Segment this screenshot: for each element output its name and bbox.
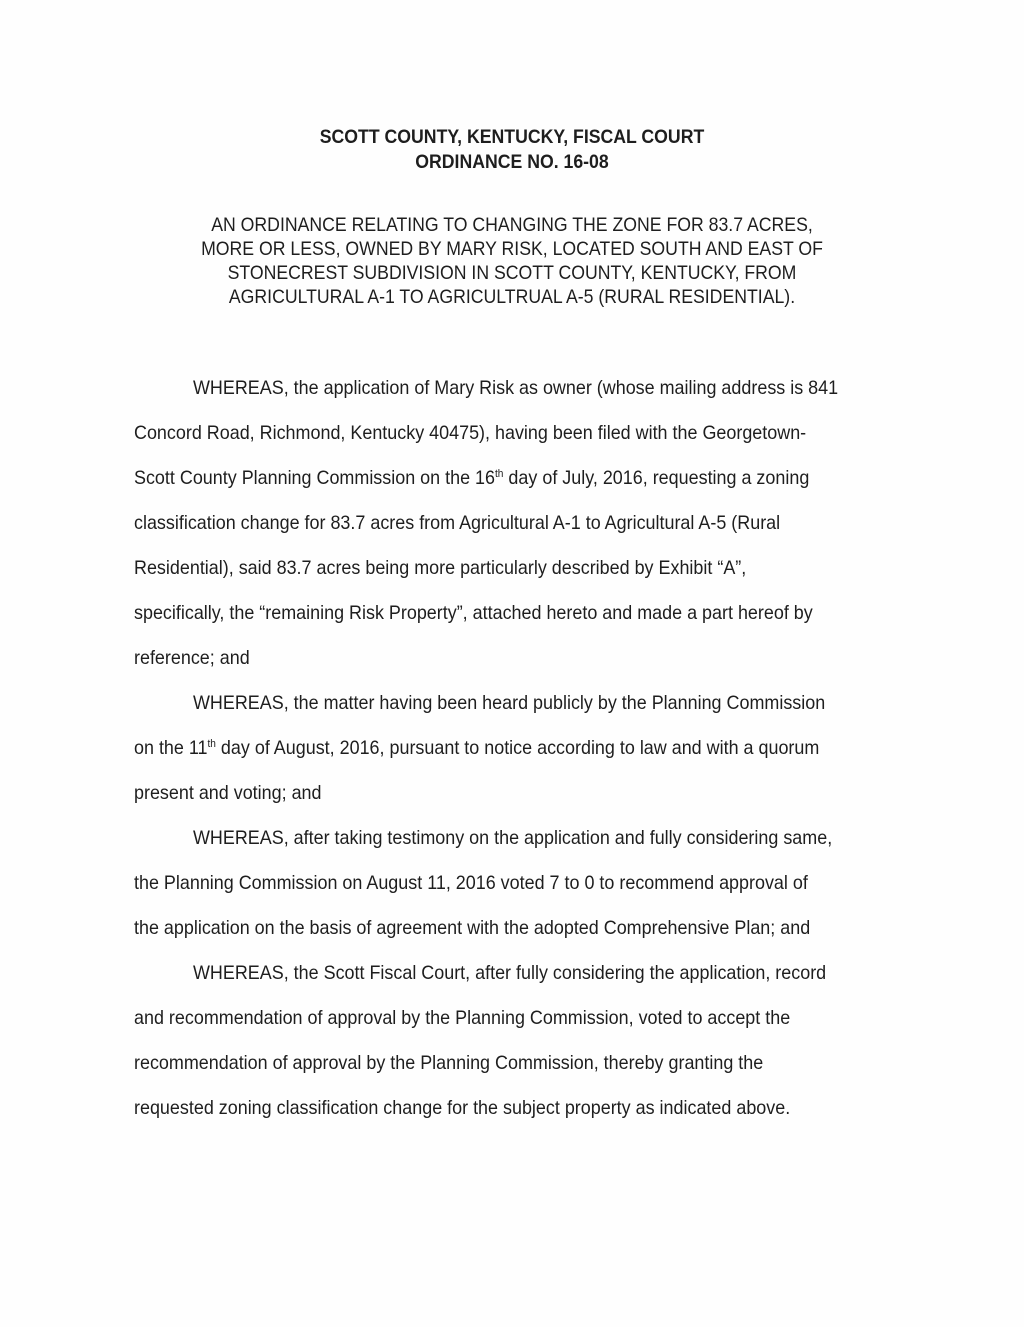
text-segment: day of July, 2016, requesting a zoning [503, 467, 810, 489]
caption-line: AGRICULTURAL A-1 TO AGRICULTRUAL A-5 (RURAL RESIDENTIAL). [228, 287, 796, 308]
ordinal-suffix: th [494, 468, 504, 480]
text-line: classification change for 83.7 acres from Agricultural A-1 to Agricultural A-5 (Rural [134, 512, 781, 534]
text-segment: Scott County Planning Commission on the 16 [134, 467, 495, 489]
text-segment: day of August, 2016, pursuant to notice according to law and with a quorum [215, 737, 820, 759]
text-line: the application on the basis of agreement with the adopted Comprehensive Plan; and [134, 917, 811, 939]
document-title: SCOTT COUNTY, KENTUCKY, FISCAL COURT [319, 127, 705, 148]
caption-line: AN ORDINANCE RELATING TO CHANGING THE ZONE FOR 83.7 ACRES, [211, 215, 813, 236]
text-line: the Planning Commission on August 11, 2016 voted 7 to 0 to recommend approval of [134, 872, 808, 894]
text-segment: on the 11 [134, 737, 208, 759]
text-line: and recommendation of approval by the Planning Commission, voted to accept the [134, 1007, 791, 1029]
text-line: requested zoning classification change for the subject property as indicated above. [134, 1097, 791, 1119]
text-line: reference; and [134, 647, 250, 669]
text-line: Residential), said 83.7 acres being more particularly described by Exhibit “A”, [134, 557, 747, 579]
caption-line: MORE OR LESS, OWNED BY MARY RISK, LOCATED SOUTH AND EAST OF [201, 239, 823, 260]
text-line: specifically, the “remaining Risk Property”, attached hereto and made a part hereof by [134, 602, 813, 624]
text-line: WHEREAS, the application of Mary Risk as owner (whose mailing address is 841 [193, 377, 839, 399]
text-line: WHEREAS, after taking testimony on the application and fully considering same, [193, 827, 833, 849]
text-line: Concord Road, Richmond, Kentucky 40475), having been filed with the Georgetown- [134, 422, 807, 444]
ordinance-number: ORDINANCE NO. 16-08 [415, 152, 609, 173]
text-line: recommendation of approval by the Planning Commission, thereby granting the [134, 1052, 764, 1074]
text-line: present and voting; and [134, 782, 322, 804]
text-line [134, 737, 819, 760]
ordinal-suffix: th [207, 738, 216, 750]
text-line: WHEREAS, the Scott Fiscal Court, after fully considering the application, record [193, 962, 827, 984]
caption-line: STONECREST SUBDIVISION IN SCOTT COUNTY, KENTUCKY, FROM [227, 263, 797, 284]
text-line: WHEREAS, the matter having been heard publicly by the Planning Commission [193, 692, 826, 714]
text-line [134, 467, 809, 490]
